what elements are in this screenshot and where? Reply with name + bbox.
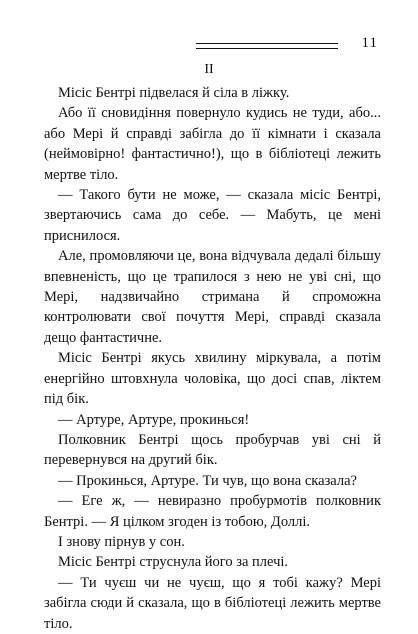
chapter-number: II — [204, 62, 214, 77]
paragraph: — Такого бути не може, — сказала місіс Бентрі, звертаючись сама до себе. — Мабуть, це мені приснилося. — [44, 187, 381, 244]
paragraph: — Ти чуєш чи не чуєш, що я тобі кажу? Мері забігла сюди й сказала, що в бібліотеці лежить мертве тіло. — [44, 574, 381, 632]
paragraph: Місіс Бентрі якусь хвилину міркувала, а потім енергійно штовхнула чоловіка, що досі спав, ліктем під бік. — [44, 350, 381, 408]
running-header — [196, 36, 378, 56]
paragraph: — Еге ж, — невиразно пробурмотів полковник Бентрі. — Я цілком згоден із тобою, Доллі. — [44, 493, 381, 530]
paragraph: Полковник Бентрі щось пробурчав уві сні й перевернувся на другий бік. — [44, 431, 381, 469]
paragraph: — Прокинься, Артуре. Ти чув, що вона сказала? — [58, 472, 357, 489]
paragraph: Місіс Бентрі підвелася й сіла в ліжку. — [58, 85, 290, 101]
header-rule — [196, 43, 338, 49]
paragraph: Або її сновидіння повернуло кудись не туди, або... або Мері й справді забігла до її кімнати і сказала (неймовірно! фантастично!), що в бібліотеці лежить мертве тіло. — [44, 105, 381, 183]
paragraph: Але, промовляючи це, вона відчувала дедалі більшу впевненість, що це трапилося з нею не уві сні, що Мері, надзвичайно стримана й спроможна контролювати свої почуття Мері, справді сказала дещо фантастичне. — [44, 248, 381, 346]
paragraph: — Артуре, Артуре, прокинься! — [58, 411, 250, 428]
paragraph: І знову пірнув у сон. — [58, 533, 185, 550]
body-text — [44, 83, 381, 634]
paragraph: Місіс Бентрі струснула його за плечі. — [58, 554, 289, 571]
page-number: 11 — [361, 35, 378, 51]
